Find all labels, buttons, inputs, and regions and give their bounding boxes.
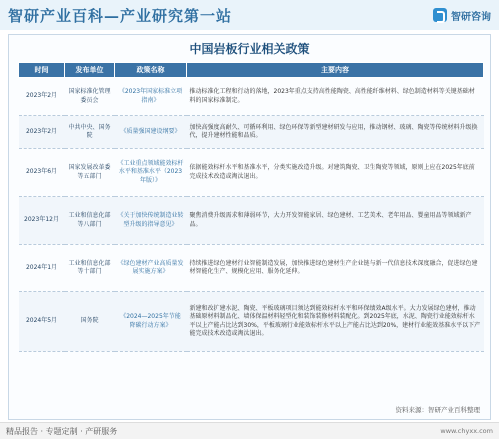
table-row <box>19 245 484 292</box>
cell-issuer: 工业和信息化部等十部门 <box>65 245 115 292</box>
policy-table <box>18 62 484 352</box>
card-title: 中国岩板行业相关政策 <box>189 42 310 56</box>
cell-issuer: 国务院 <box>65 292 115 352</box>
table-header-row <box>19 63 484 78</box>
cell-content: 持续推进绿色建材行业智能制造发展，加快推进绿色建材生产企业链与新一代信息技术深度融合，促进绿色建材智能化生产、规模化应用、服务化延伸。 <box>187 245 484 292</box>
col-header-time: 时间 <box>19 63 65 78</box>
cell-content: 聚焦消费升级需求和薄弱环节，大力开发智能家居、绿色建材、工艺美术、老年用品、婴童用品等领域新产品。 <box>187 197 484 245</box>
cell-time: 2024年5月 <box>19 292 65 352</box>
table-row <box>19 197 484 245</box>
cell-policy-name: 《工业重点领域能效标杆水平和基准水平（2023年版）》 <box>115 149 187 197</box>
table-row <box>19 78 484 116</box>
cell-policy-name: 《2024—2025年节能降碳行动方案》 <box>115 292 187 352</box>
cell-policy-name: 《绿色建材产业高质量发展实施方案》 <box>115 245 187 292</box>
brand-logo-text: 智研咨询 <box>451 11 491 23</box>
data-source-note: 资料来源：智研产业百科整理 <box>395 406 480 414</box>
cell-policy-name: 《质量强国建设纲要》 <box>115 116 187 149</box>
cell-time: 2023年2月 <box>19 116 65 149</box>
table-row <box>19 292 484 352</box>
site-title: 智研产业百科—产业研究第一站 <box>8 7 233 25</box>
col-header-content: 主要内容 <box>187 63 484 78</box>
page-footer <box>0 422 499 439</box>
cell-time: 2023年6月 <box>19 149 65 197</box>
cell-time: 2024年1月 <box>19 245 65 292</box>
brand-logo[interactable] <box>433 7 491 23</box>
cell-issuer: 国家标准化管理委员会 <box>65 78 115 116</box>
page-header <box>0 0 499 30</box>
cell-time: 2023年12月 <box>19 197 65 245</box>
table-row <box>19 116 484 149</box>
footer-links[interactable]: 精品报告 · 专题定制 · 产研服务 <box>6 427 118 436</box>
policy-card <box>8 34 491 420</box>
cell-content: 推动标准化工程和行动的落地，2023年重点支持高性能陶瓷、高性能纤维材料、绿色制造材料等关键基础材料的国家标准制定。 <box>187 78 484 116</box>
cell-issuer: 工业和信息化部等八部门 <box>65 197 115 245</box>
cell-content: 新建和改扩建水泥、陶瓷、平板玻璃项目须达到能效标杆水平和环保绩效A级水平。大力发展绿色建材，推动基础原材料制品化、墙体保温材料轻型化和装饰装修材料装配化。到2025年底，水泥、陶瓷行业能效标杆水平以上产能占比达到30%，平板玻璃行业能效标杆水平以上产能占比达到20%，建材行业能效基准水平以下产能完成技术改造或淘汰退出。 <box>187 292 484 352</box>
table-row <box>19 149 484 197</box>
cell-content: 加快高强度高耐久、可循环利用、绿色环保等新型建材研发与应用，推动钢材、玻璃、陶瓷等传统材料升级换代，提升建材性能和品质。 <box>187 116 484 149</box>
cell-issuer: 中共中央、国务院 <box>65 116 115 149</box>
cell-time: 2023年2月 <box>19 78 65 116</box>
cell-policy-name: 《关于加快传统制造业转型升级的指导意见》 <box>115 197 187 245</box>
cell-content: 依据能效标杆水平和基准水平，分类实施改造升级。对建筑陶瓷、卫生陶瓷等领域，原则上应在2025年底前完成技术改造或淘汰退出。 <box>187 149 484 197</box>
col-header-name: 政策名称 <box>115 63 187 78</box>
col-header-issuer: 发布单位 <box>65 63 115 78</box>
footer-site-url[interactable]: www.chyxx.com <box>440 427 493 435</box>
cell-issuer: 国家发展改革委等五部门 <box>65 149 115 197</box>
cell-policy-name: 《2023年国家标准立项指南》 <box>115 78 187 116</box>
brand-logo-icon <box>433 8 447 22</box>
